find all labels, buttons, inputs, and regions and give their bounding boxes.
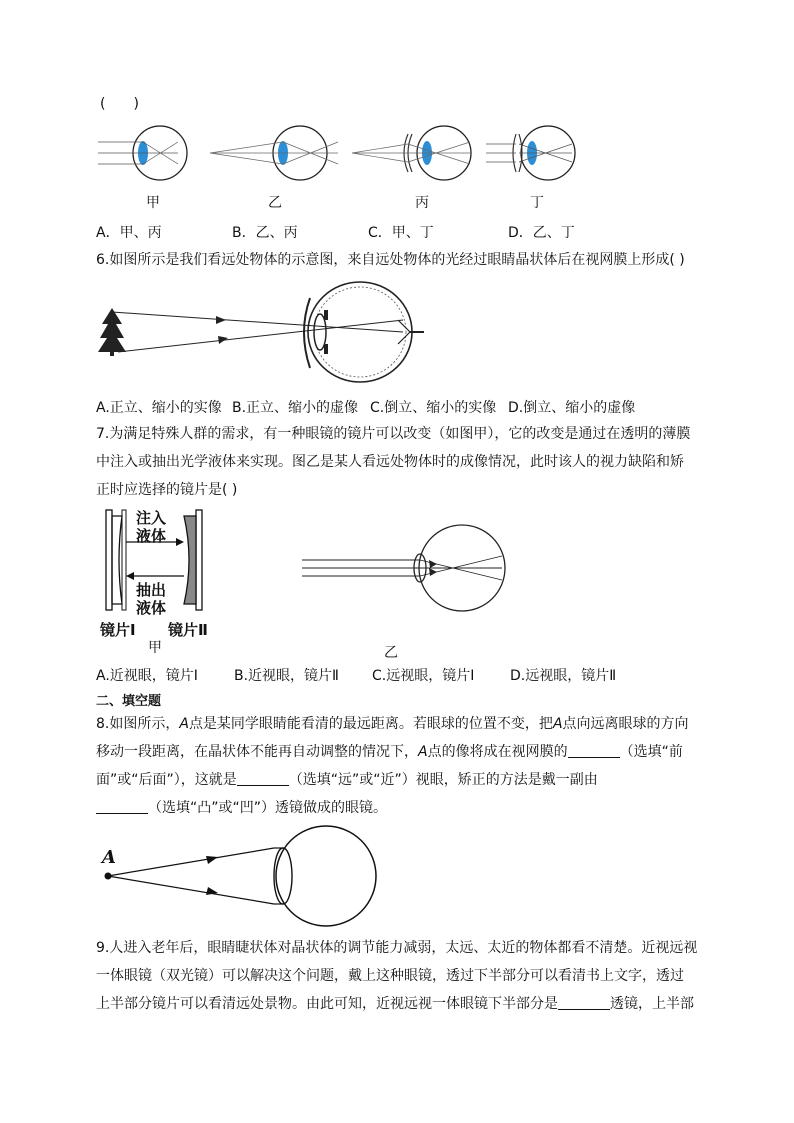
q9-blank-1[interactable] [558, 995, 610, 1010]
q7-label-extract-2: 液体 [136, 599, 167, 617]
q8-text: （选填“远”或“近”）视眼，矫正的方法是戴一副由 [288, 772, 598, 788]
q8-text: 面”或“后面”），这就是 [96, 772, 237, 788]
q5-label-bing: 丙 [415, 195, 429, 211]
q8-text: （选填“前 [619, 744, 683, 760]
q8-line-3 [96, 770, 598, 790]
q8-var-a: A [179, 716, 189, 732]
q5-option-a: A．甲、丙 [96, 225, 162, 241]
q7-eye-figure [302, 524, 512, 614]
q7-option-b: B.近视眼，镜片Ⅱ [234, 668, 339, 684]
q7-stem-line-2: 中注入或抽出光学液体来实现。图乙是某人看远处物体时的成像情况，此时该人的视力缺陷和矫 [96, 454, 684, 470]
q7-label-inject-2: 液体 [136, 527, 167, 545]
q6-option-d: D.倒立、缩小的虚像 [508, 400, 636, 416]
q7-option-a: A.近视眼，镜片Ⅰ [96, 668, 198, 684]
q8-line-1 [96, 714, 689, 734]
q5-diagram-ding [486, 122, 586, 192]
q7-stem-line-1: 7.为满足特殊人群的需求，有一种眼镜的镜片可以改变（如图甲），它的改变是通过在透明的薄膜 [96, 426, 691, 442]
q8-text: （选填“凸”或“凹”）透镜做成的眼镜。 [148, 800, 388, 816]
q8-text: 移动一段距离，在晶状体不能再自动调整的情况下， [96, 744, 418, 760]
q8-var-a: A [418, 744, 428, 760]
section-title-fill-in: 二、填空题 [96, 694, 162, 709]
q7-label-jia: 甲 [148, 640, 162, 656]
q5-label-yi: 乙 [268, 195, 282, 211]
q7-option-d: D.远视眼，镜片Ⅱ [510, 668, 617, 684]
q8-eye-figure [100, 822, 390, 932]
q9-text: 透镜，上半部 [610, 996, 694, 1012]
q6-eye-diagram [98, 280, 428, 390]
q8-text: 点的像将成在视网膜的 [427, 744, 568, 760]
q7-label-extract-1: 抽出 [136, 581, 167, 599]
q5-option-b: B．乙、丙 [232, 225, 298, 241]
q9-line-2: 一体眼镜（双光镜）可以解决这个问题，戴上这种眼镜，透过下半部分可以看清书上文字，透过 [96, 968, 684, 984]
q8-blank-1[interactable] [568, 743, 620, 758]
q5-answer-paren: ( ) [100, 96, 139, 112]
q6-option-b: B.正立、缩小的虚像 [232, 400, 359, 416]
q8-text: 点是某同学眼睛能看清的最远距离。若眼球的位置不变，把 [188, 716, 553, 732]
q5-diagram-jia [98, 122, 188, 192]
q5-diagram-yi [210, 122, 340, 192]
q5-label-jia: 甲 [146, 195, 160, 211]
q5-option-c: C．甲、丁 [368, 225, 434, 241]
q8-text: 8.如图所示， [96, 716, 180, 732]
q7-label-lens-2: 镜片Ⅱ [168, 621, 208, 639]
q8-var-a: A [552, 716, 563, 732]
q8-text: 点向远离眼球的方向 [562, 716, 689, 732]
q7-stem-line-3: 正时应选择的镜片是( ) [96, 482, 238, 498]
q9-line-1: 9.人进入老年后，眼睛睫状体对晶状体的调节能力减弱，太远、太近的物体都看不清楚。近视远视 [96, 940, 698, 956]
q6-option-a: A.正立、缩小的实像 [96, 400, 222, 416]
q8-blank-3[interactable] [96, 799, 148, 814]
q5-diagram-bing [352, 122, 482, 192]
q8-line-2 [96, 742, 683, 762]
q5-option-d: D．乙、丁 [508, 225, 575, 241]
q7-label-lens-1: 镜片Ⅰ [100, 621, 136, 639]
q6-option-c: C.倒立、缩小的实像 [370, 400, 497, 416]
q7-label-yi: 乙 [384, 645, 398, 661]
q9-text: 上半部分镜片可以看清远处景物。由此可知，近视远视一体眼镜下半部分是 [96, 996, 558, 1012]
q8-point-label: A [102, 847, 116, 868]
q5-label-ding: 丁 [530, 195, 544, 211]
q8-blank-2[interactable] [237, 771, 289, 786]
q6-stem: 6.如图所示是我们看远处物体的示意图，来自远处物体的光经过眼睛晶状体后在视网膜上形成( ) [96, 252, 685, 268]
q8-line-4 [96, 798, 387, 818]
tree-icon [98, 308, 126, 356]
q9-line-3 [96, 994, 694, 1014]
q7-option-c: C.远视眼，镜片Ⅰ [372, 668, 475, 684]
q7-label-inject-1: 注入 [136, 509, 167, 527]
